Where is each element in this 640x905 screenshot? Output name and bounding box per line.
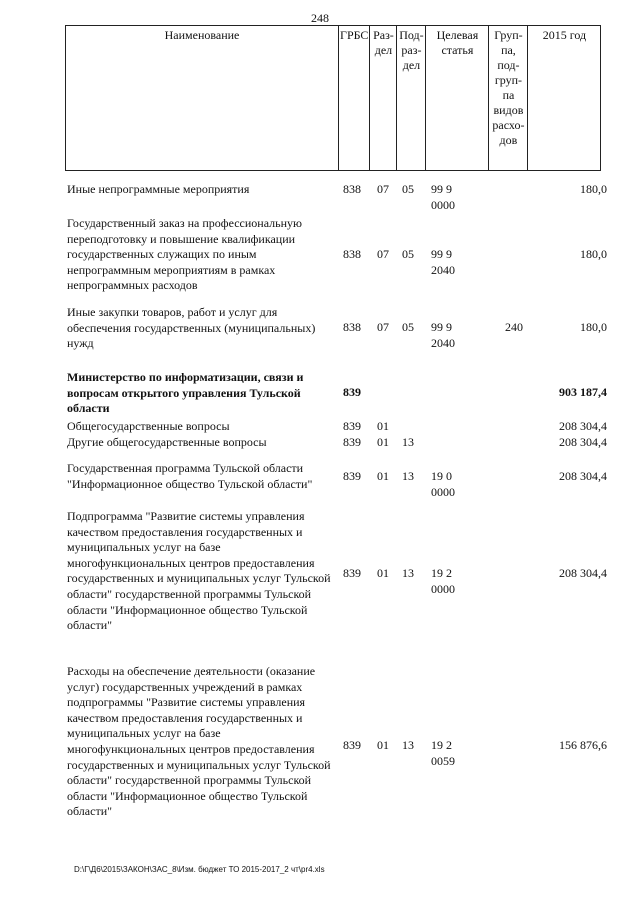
row-name: Государственный заказ на профессиональную переподготовку и повышение квалификации государственных служащих по иным непрограммным мероприятиям в рамках непрограммных расходов (67, 216, 302, 293)
row-grbs: 838 (343, 247, 361, 261)
row-razdel: 01 (377, 469, 389, 483)
row-grbs: 838 (343, 320, 361, 334)
row-cs: 19 0 0000 (431, 469, 455, 499)
row-name: Министерство по информатизации, связи и вопросам открытого управления Тульской области (67, 370, 304, 416)
row-name: Государственная программа Тульской области "Информационное общество Тульской области" (67, 461, 313, 491)
row-amount: 180,0 (580, 247, 607, 261)
row-grbs: 838 (343, 182, 361, 196)
row-razdel: 01 (377, 566, 389, 580)
row-podrazdel: 05 (402, 182, 414, 196)
row-cs: 19 2 0059 (431, 738, 455, 768)
row-amount: 180,0 (580, 320, 607, 334)
row-name: Общегосударственные вопросы (67, 419, 230, 433)
row-amount: 208 304,4 (559, 469, 607, 483)
row-razdel: 07 (377, 182, 389, 196)
col-cs-header: Целевая статья (426, 26, 489, 171)
row-podrazdel: 13 (402, 435, 414, 449)
row-podrazdel: 05 (402, 320, 414, 334)
col-razdel-header: Раз- дел (370, 26, 397, 171)
row-grbs: 839 (343, 469, 361, 483)
row-razdel: 07 (377, 247, 389, 261)
page-number: 248 (311, 11, 329, 25)
row-razdel: 01 (377, 435, 389, 449)
row-cs: 19 2 0000 (431, 566, 455, 596)
row-amount: 208 304,4 (559, 419, 607, 433)
row-name: Иные закупки товаров, работ и услуг для обеспечения государственных (муниципальных) нужд (67, 305, 316, 351)
row-amount: 180,0 (580, 182, 607, 196)
row-podrazdel: 05 (402, 247, 414, 261)
row-podrazdel: 13 (402, 566, 414, 580)
row-name: Расходы на обеспечение деятельности (оказание услуг) государственных учреждений в рамках подпрограммы "Развитие системы управления качеством предоставления государственных и муниципальных услуг на базе многофункциональных центров предоставления государственных и муниципальных услуг Тульской области" государственной программы Тульской области "Информационное общество Тульской области" (67, 664, 331, 819)
col-vr-header: Груп- па, под- груп- па видов расхо- дов (489, 26, 528, 171)
row-grbs: 839 (343, 738, 361, 752)
row-grbs: 839 (343, 566, 361, 580)
file-path-footer: D:\Г\Д6\2015\ЗАКОН\ЗАС_8\Изм. бюджет ТО 2015-2017_2 чт\pr4.xls (74, 865, 325, 874)
col-year-header: 2015 год (528, 26, 601, 171)
row-razdel: 07 (377, 320, 389, 334)
row-name: Подпрограмма "Развитие системы управления качеством предоставления государственных и муниципальных услуг на базе многофункциональных центров предоставления государственных и муниципальных услуг Тульской области" государственной программы Тульской области "Информационное общество Тульской области" (67, 509, 331, 633)
row-amount: 903 187,4 (559, 385, 607, 399)
row-podrazdel: 13 (402, 738, 414, 752)
row-amount: 208 304,4 (559, 435, 607, 449)
row-amount: 208 304,4 (559, 566, 607, 580)
col-podrazdel-header: Под- раз- дел (397, 26, 426, 171)
col-name-header: Наименование (66, 26, 339, 171)
row-cs: 99 9 2040 (431, 247, 455, 277)
row-amount: 156 876,6 (559, 738, 607, 752)
row-vr: 240 (505, 320, 523, 334)
row-name: Иные непрограммные мероприятия (67, 182, 250, 196)
table-header (65, 25, 601, 171)
row-cs: 99 9 2040 (431, 320, 455, 350)
row-razdel: 01 (377, 419, 389, 433)
row-grbs: 839 (343, 419, 361, 433)
row-podrazdel: 13 (402, 469, 414, 483)
row-cs: 99 9 0000 (431, 182, 455, 212)
row-grbs: 839 (343, 385, 361, 399)
row-name: Другие общегосударственные вопросы (67, 435, 267, 449)
col-grbs-header: ГРБС (339, 26, 370, 171)
row-razdel: 01 (377, 738, 389, 752)
row-grbs: 839 (343, 435, 361, 449)
